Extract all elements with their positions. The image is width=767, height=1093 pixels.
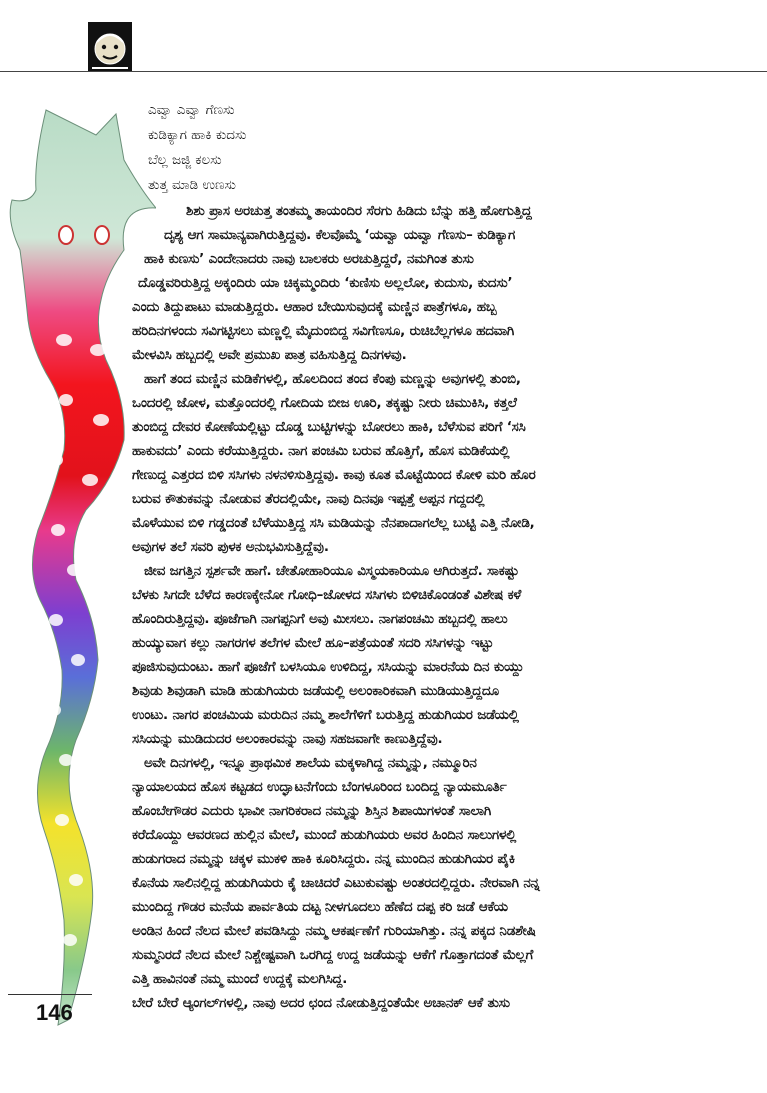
verse-line: ಎವ್ವಾ ಎವ್ವಾ ಗೆಣಸು [148, 102, 235, 118]
text-line: ಬೇರೆ ಬೇರೆ ಆ್ಯಂಗಲ್‌ಗಳಲ್ಲಿ, ನಾವು ಅದರ ಛಂದ ನೋಡುತ್ತಿದ್ದಂತೆಯೇ ಅಚಾನಕ್ ಆಕೆ ತುಸು [132, 996, 510, 1011]
text-line: ಜೀವ ಜಗತ್ತಿನ ಸ್ಪರ್ಶವೇ ಹಾಗೆ. ಚೇತೋಹಾರಿಯೂ ವಿಸ್ಮಯಕಾರಿಯೂ ಆಗಿರುತ್ತದೆ. ಸಾಕಷ್ಟು [144, 564, 519, 579]
text-line: ಕರೆದೊಯ್ದು ಆವರಣದ ಹುಲ್ಲಿನ ಮೇಲೆ, ಮುಂದೆ ಹುಡುಗಿಯರು ಅವರ ಹಿಂದಿನ ಸಾಲುಗಳಲ್ಲಿ [132, 828, 517, 843]
text-line: ಮೇಳವಿಸಿ ಹಬ್ಬದಲ್ಲಿ ಅವೇ ಪ್ರಮುಖ ಪಾತ್ರ ವಹಿಸುತ್ತಿದ್ದ ದಿನಗಳವು. [132, 348, 407, 363]
text-line: ಹರಿದಿನಗಳಂದು ಸವಿಗಟ್ಟಿಸಲು ಮಣ್ಣಲ್ಲಿ ಮೈದುಂಬಿದ್ದ ಸವಿಗೆಣಸೂ, ರುಚಿಬೆಲ್ಲಗಳೂ ಹದವಾಗಿ [132, 324, 515, 339]
text-line: ಎತ್ತಿ ಹಾವಿನಂತೆ ನಮ್ಮ ಮುಂದೆ ಉದ್ದಕ್ಕೆ ಮಲಗಿಸಿದ್ದ. [132, 972, 348, 987]
text-line: ಎಂದು ತಿದ್ದುಪಾಟು ಮಾಡುತ್ತಿದ್ದರು. ಆಹಾರ ಬೇಯಿಸುವುದಕ್ಕೆ ಮಣ್ಣಿನ ಪಾತ್ರೆಗಳೂ, ಹಬ್ಬ [132, 300, 497, 315]
text-line: ನ್ಯಾಯಾಲಯದ ಹೊಸ ಕಟ್ಟಡದ ಉದ್ಘಾಟನೆಗೆಂದು ಬೆಂಗಳೂರಿಂದ ಬಂದಿದ್ದ ನ್ಯಾಯಮೂರ್ತಿ [132, 780, 507, 795]
text-line: ತುಂಬಿದ್ದ ದೇವರ ಕೋಣೆಯಲ್ಲಿಟ್ಟು ದೊಡ್ಡ ಬುಟ್ಟಿಗಳನ್ನು ಬೋರಲು ಹಾಕಿ, ಬೆಳೆಸುವ ಪರಿಗೆ ‘ಸಸಿ [132, 420, 526, 435]
text-line: ಹುಯ್ಯುವಾಗ ಕಲ್ಲು ನಾಗರಗಳ ತಲೆಗಳ ಮೇಲೆ ಹೂ–ಪತ್ರೆಯಂತೆ ಸದರಿ ಸಸಿಗಳನ್ನು ಇಟ್ಟು [132, 636, 494, 651]
text-line: ದೃಶ್ಯ ಆಗ ಸಾಮಾನ್ಯವಾಗಿರುತ್ತಿದ್ದವು. ಕೆಲವೊಮ್ಮೆ ‘ಯವ್ವಾ ಯವ್ವಾ ಗೆಣಸು– ಕುಡಿಕ್ಯಾಗ [164, 228, 516, 243]
text-line: ಶಿಶು ಪ್ರಾಸ ಅರಚುತ್ತ ತಂತಮ್ಮ ತಾಯಂದಿರ ಸೆರಗು ಹಿಡಿದು ಬೆನ್ನು ಹತ್ತಿ ಹೋಗುತ್ತಿದ್ದ [186, 204, 532, 219]
text-line: ಹುಡುಗರಾದ ನಮ್ಮನ್ನು ಚಕ್ಕಳ ಮುಕಳಿ ಹಾಕಿ ಕೂರಿಸಿದ್ದರು. ನನ್ನ ಮುಂದಿನ ಹುಡುಗಿಯರ ಪೈಕಿ [132, 852, 515, 867]
text-line: ಅವುಗಳ ತಲೆ ಸವರಿ ಪುಳಕ ಅನುಭವಿಸುತ್ತಿದ್ದೆವು. [132, 540, 329, 555]
text-line: ಅಂಡಿನ ಹಿಂದೆ ನೆಲದ ಮೇಲೆ ಪವಡಿಸಿದ್ದು ನಮ್ಮ ಆಕರ್ಷಣೆಗೆ ಗುರಿಯಾಗಿತ್ತು. ನನ್ನ ಪಕ್ಕದ ನಿಡಶೇಷಿ [132, 924, 536, 939]
header-rule [0, 71, 767, 72]
header-emblem-icon [88, 22, 132, 72]
text-line: ಕೊನೆಯ ಸಾಲಿನಲ್ಲಿದ್ದ ಹುಡುಗಿಯರು ಕೈ ಚಾಚಿದರೆ ಎಟುಕುವಷ್ಟು ಅಂತರದಲ್ಲಿದ್ದರು. ನೇರವಾಗಿ ನನ್ನ [132, 876, 540, 891]
text-line: ಗೇಣುದ್ದ ಎತ್ತರದ ಬಿಳಿ ಸಸಿಗಳು ನಳನಳಿಸುತ್ತಿದ್ದವು. ಕಾವು ಕೂತ ಮೊಟ್ಟೆಯಿಂದ ಕೋಳಿ ಮರಿ ಹೊರ [132, 468, 536, 483]
text-line: ಅವೇ ದಿನಗಳಲ್ಲಿ, ಇನ್ನೂ ಪ್ರಾಥಮಿಕ ಶಾಲೆಯ ಮಕ್ಕಳಾಗಿದ್ದ ನಮ್ಮನ್ನು, ನಮ್ಮೂರಿನ [144, 756, 477, 771]
text-line: ಪೂಜಿಸುವುದುಂಟು. ಹಾಗೆ ಪೂಜೆಗೆ ಬಳಸಿಯೂ ಉಳಿದಿದ್ದ, ಸಸಿಯನ್ನು ಮಾರನೆಯ ದಿನ ಕುಯ್ದು [132, 660, 524, 675]
text-line: ಶಿವುಡು ಶಿವುಡಾಗಿ ಮಾಡಿ ಹುಡುಗಿಯರು ಜಡೆಯಲ್ಲಿ ಅಲಂಕಾರಿಕವಾಗಿ ಮುಡಿಯುತ್ತಿದ್ದದೂ [132, 684, 499, 699]
text-line: ಒಂದರಲ್ಲಿ ಜೋಳ, ಮತ್ತೊಂದರಲ್ಲಿ ಗೋದಿಯ ಬೀಜ ಊರಿ, ತಕ್ಕಷ್ಟು ನೀರು ಚಿಮುಕಿಸಿ, ಕತ್ತಲೆ [132, 396, 517, 411]
page-number: 146 [36, 1000, 73, 1025]
text-line: ಹಾಕುವದು’ ಎಂದು ಕರೆಯುತ್ತಿದ್ದರು. ನಾಗ ಪಂಚಮಿ ಬರುವ ಹೊತ್ತಿಗೆ, ಹೊಸ ಮಡಿಕೆಯಲ್ಲಿ [132, 444, 510, 459]
text-line: ಹೊಂಬೇಗೌಡರ ಎದುರು ಭಾವೀ ನಾಗರಿಕರಾದ ನಮ್ಮನ್ನು ಶಿಸ್ತಿನ ಶಿಪಾಯಿಗಳಂತೆ ಸಾಲಾಗಿ [132, 804, 492, 819]
verse-line: ತುತ್ತ ಮಾಡಿ ಉಣಸು [148, 177, 236, 193]
verse-line: ಬೆಲ್ಲ ಜಜ್ಜಿ ಕಲಸು [148, 152, 222, 168]
text-line: ದೊಡ್ಡವರಿರುತ್ತಿದ್ದ ಅಕ್ಕಂದಿರು ಯಾ ಚಿಕ್ಕಮ್ಮಂದಿರು ‘ಕುಣಿಸು ಅಲ್ಲಲೋ, ಕುದುಸು, ಕುದಸು’ [138, 276, 513, 291]
text-line: ಸುಮ್ಮನಿರದೆ ನೆಲದ ಮೇಲೆ ನಿಶ್ಚೇಷ್ಟವಾಗಿ ಒರಗಿದ್ದ ಉದ್ದ ಜಡೆಯನ್ನು ಆಕೆಗೆ ಗೊತ್ತಾಗದಂತೆ ಮೆಲ್ಲಗೆ [132, 948, 534, 963]
verse-line: ಕುಡಿಕ್ಯಾಗ ಹಾಕಿ ಕುದಸು [148, 127, 247, 143]
text-line: ಮುಂದಿದ್ದ ಗೌಡರ ಮನೆಯ ಪಾರ್ವತಿಯ ದಟ್ಟ ನೀಳಗೂದಲು ಹೆಣೆದ ದಪ್ಪ ಕರಿ ಜಡೆ ಆಕೆಯ [132, 900, 508, 915]
verse [148, 98, 246, 198]
text-line: ಬೆಳಕು ಸಿಗದೇ ಬೆಳೆದ ಕಾರಣಕ್ಕೇನೋ ಗೋಧಿ–ಜೋಳದ ಸಸಿಗಳು ಬಿಳಿಚಿಕೊಂಡಂತೆ ವಿಶೇಷ ಕಳೆ [132, 588, 522, 603]
text-line: ಸಸಿಯನ್ನು ಮುಡಿದುದರ ಅಲಂಕಾರವನ್ನು ನಾವು ಸಹಜವಾಗೇ ಕಾಣುತ್ತಿದ್ದೆವು. [132, 732, 443, 747]
text-line: ಮೊಳೆಯುವ ಬಿಳಿ ಗಡ್ಡದಂತೆ ಬೆಳೆಯುತ್ತಿದ್ದ ಸಸಿ ಮಡಿಯನ್ನು ನೆನಪಾದಾಗಲೆಲ್ಲ ಬುಟ್ಟಿ ಎತ್ತಿ ನೋಡಿ, [132, 516, 535, 531]
footer-rule [8, 994, 92, 995]
text-line: ಹೊಂದಿರುತ್ತಿದ್ದವು. ಪೂಜೆಗಾಗಿ ನಾಗಪ್ಪನಿಗೆ ಅವು ಮೀಸಲು. ನಾಗಪಂಚಮಿ ಹಬ್ಬದಲ್ಲಿ ಹಾಲು [132, 612, 508, 627]
text-line: ಉಂಟು. ನಾಗರ ಪಂಚಮಿಯ ಮರುದಿನ ನಮ್ಮ ಶಾಲೆಗೆಳಿಗೆ ಬರುತ್ತಿದ್ದ ಹುಡುಗಿಯರ ಜಡೆಯಲ್ಲಿ [132, 708, 519, 723]
text-line: ಹಾಕಿ ಕುಣಸು’ ಎಂದೇನಾದರು ನಾವು ಬಾಲಕರು ಅರಚುತ್ತಿದ್ದರೆ, ನಮಗಿಂತ ತುಸು [144, 252, 474, 267]
text-line: ಹಾಗೆ ತಂದ ಮಣ್ಣಿನ ಮಡಿಕೆಗಳಲ್ಲಿ, ಹೊಲದಿಂದ ತಂದ ಕೆಂಪು ಮಣ್ಣನ್ನು ಅವುಗಳಲ್ಲಿ ತುಂಬಿ, [144, 372, 521, 387]
text-line: ಬರುವ ಕೌತುಕವನ್ನು ನೋಡುವ ತೆರದಲ್ಲಿಯೇ, ನಾವು ದಿನವೂ ಇಪ್ಪತ್ತೆ ಅಪ್ಪನ ಗದ್ದದಲ್ಲಿ [132, 492, 485, 507]
